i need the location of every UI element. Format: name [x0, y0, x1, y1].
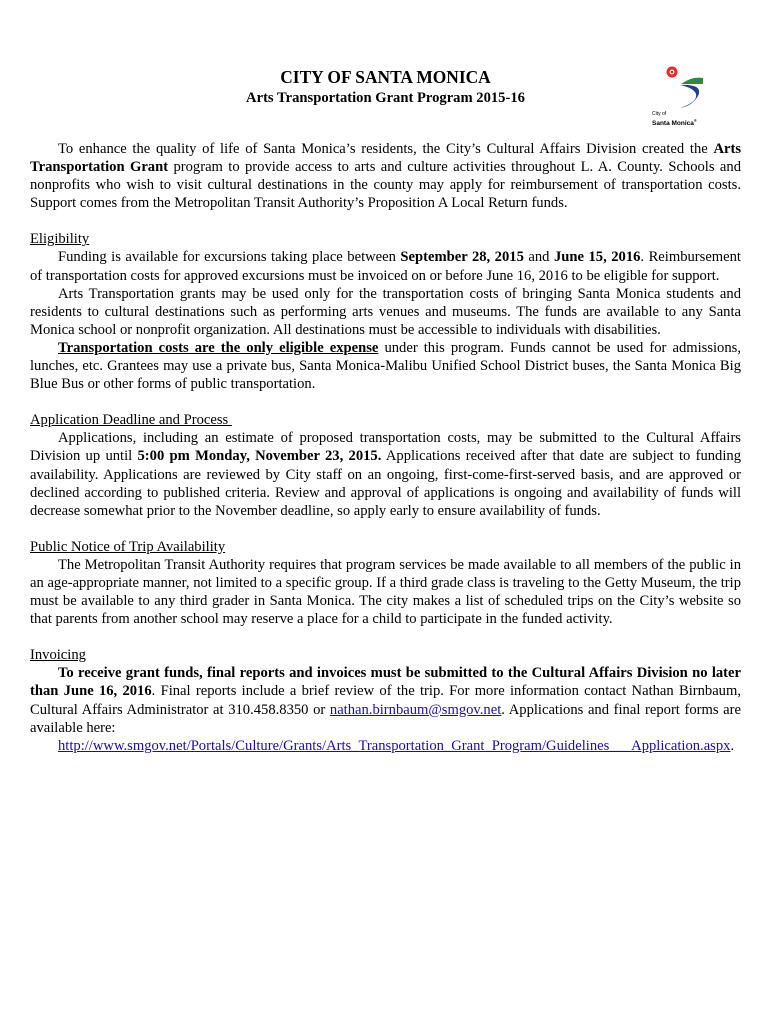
eligibility-paragraph-1: Funding is available for excursions taking place between September 28, 2015 and June 15, 2016. Reimbursement of transportation costs for approved excursions must be invoiced on or before June 16, 2016 to be eligible for support. — [30, 249, 741, 284]
invoicing-section — [30, 646, 741, 755]
deadline-paragraph: Applications, including an estimate of proposed transportation costs, may be submitted to the Cultural Affairs Division up until 5:00 pm Monday, November 23, 2015. Applications received after that date are subject to funding availability. Applications are reviewed by City staff on an ongoing, first-come-first-served basis, and are approved or declined according to published criteria. Review and approval of applications is ongoing and availability of funds will decrease somewhat prior to the November deadline, so apply early to ensure availability of funds. — [30, 430, 741, 519]
logo-hill-icon — [681, 78, 703, 84]
email-link[interactable]: nathan.birnbaum@smgov.net — [329, 701, 502, 718]
url-paragraph: http://www.smgov.net/Portals/Culture/Grants/Arts_Transportation_Grant_Program/Guidelines___Application.aspx. — [58, 737, 735, 754]
eligibility-section — [30, 230, 741, 393]
logo-wave-icon — [680, 85, 699, 108]
eligibility-paragraph-2: Arts Transportation grants may be used only for the transportation costs of bringing Santa Monica students and residents to cultural destinations such as performing arts venues and museums. The funds are available to any Santa Monica school or nonprofit organization. All destinations must be accessible to individuals with disabilities. — [30, 285, 741, 338]
notice-section — [30, 538, 741, 628]
invoicing-paragraph: To receive grant funds, final reports and invoices must be submitted to the Cultural Affairs Division no later than June 16, 2016. Final reports include a brief review of the trip. For more information contact Nathan Birnbaum, Cultural Affairs Administrator at 310.458.8350 or nathan.birnbaum@smgov.net. Applications and final report forms are available here: — [30, 665, 741, 736]
notice-paragraph: The Metropolitan Transit Authority requires that program services be made available to all members of the public in an age-appropriate manner, not limited to a specific group. If a third grade class is traveling to the Getty Museum, the trip must be available to any third grader in Santa Monica. The city makes a list of scheduled trips on the City’s website so that parents from another school may reserve a place for a child to participate in the funded activity. — [30, 556, 741, 628]
invoicing-heading: Invoicing — [30, 647, 86, 664]
eligibility-heading: Eligibility — [30, 231, 90, 248]
notice-heading: Public Notice of Trip Availability — [30, 538, 226, 555]
deadline-section — [30, 411, 741, 520]
logo-text-city-of: City of — [652, 111, 667, 117]
deadline-heading: Application Deadline and Process — [30, 412, 232, 429]
city-logo — [652, 64, 716, 130]
page-title: CITY OF SANTA MONICA — [280, 67, 491, 87]
page-subtitle: Arts Transportation Grant Program 2015-16 — [246, 90, 525, 106]
logo-text-santa-monica: Santa Monica® — [652, 118, 697, 128]
guidelines-link[interactable]: http://www.smgov.net/Portals/Culture/Grants/Arts_Transportation_Grant_Program/Guidelines___Application.aspx — [58, 737, 731, 754]
document-body — [30, 140, 741, 755]
city-logo-icon — [652, 64, 716, 112]
eligibility-paragraph-3: Transportation costs are the only eligible expense under this program. Funds cannot be used for admissions, lunches, etc. Grantees may use a private bus, Santa Monica-Malibu Unified School District buses, the Santa Monica Big Blue Bus or other forms of public transportation. — [30, 339, 741, 393]
intro-paragraph: To enhance the quality of life of Santa Monica’s residents, the City’s Cultural Affairs Division created the Arts Transportation Grant program to provide access to arts and culture activities throughout L. A. County. Schools and nonprofits who wish to visit cultural destinations in the county may apply for reimbursement of transportation costs. Support comes from the Metropolitan Transit Authority’s Proposition A Local Return funds. — [30, 141, 741, 212]
